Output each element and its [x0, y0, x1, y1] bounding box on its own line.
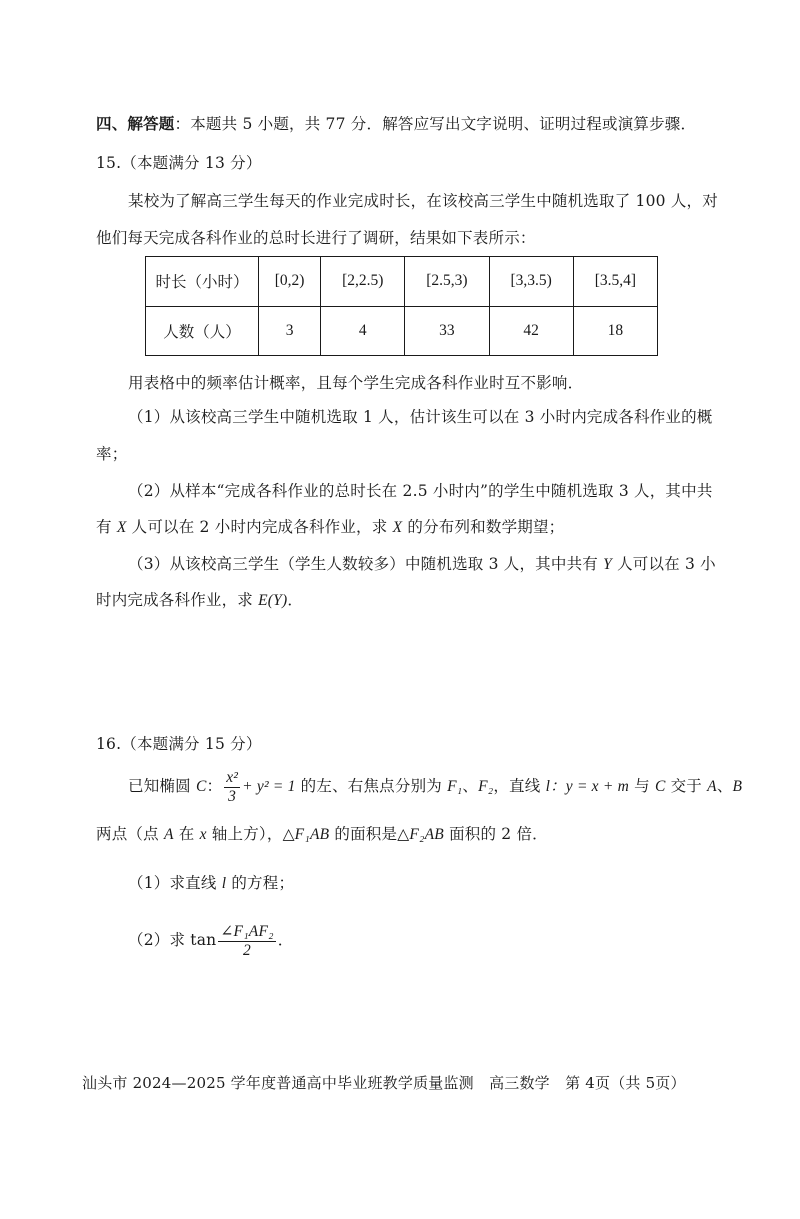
text-run: （3）从该校高三学生（学生人数较多）中随机选取 3 人，其中共有: [128, 555, 604, 573]
q15-data-table: [145, 256, 658, 356]
line-name: l: [545, 778, 551, 795]
q15-part1-line1: （1）从该校高三学生中随机选取 1 人，估计该生可以在 3 小时内完成各科作业的概: [128, 408, 713, 426]
axis-x: x: [199, 826, 207, 843]
variable-X: X: [392, 519, 403, 536]
q16-title: 16.（本题满分 15 分）: [96, 735, 262, 753]
table-header-duration: 时长（小时）: [146, 257, 259, 307]
text-run: 有: [96, 518, 117, 536]
text-run: 、: [462, 777, 479, 795]
line-name: l: [221, 875, 227, 892]
q16-part1: [128, 872, 294, 895]
table-cell-count: 42: [489, 306, 573, 356]
table-header-count: 人数（人）: [146, 306, 259, 356]
text-run: 在: [173, 825, 200, 843]
table-cell-interval: [3,3.5): [489, 257, 573, 307]
table-cell-count: 33: [405, 306, 489, 356]
text-run: 的方程；: [226, 874, 295, 892]
text-run: 两点（点: [96, 825, 164, 843]
text-run: 与: [628, 777, 655, 795]
expectation-EY: E(Y): [258, 592, 288, 609]
table-cell-interval: [2.5,3): [405, 257, 489, 307]
text-run: 轴上方），: [206, 825, 283, 843]
ellipse-name: C: [195, 778, 207, 795]
table-cell-interval: [0,2): [259, 257, 321, 307]
text-run: 的面积是: [329, 825, 398, 843]
table-cell-count: 18: [573, 306, 657, 356]
text-run: ．: [287, 591, 304, 609]
text-run: 的左、右焦点分别为: [295, 777, 448, 795]
q15-stem-line2: 他们每天完成各科作业的总时长进行了调研，结果如下表所示：: [96, 229, 536, 247]
point-A: A: [707, 778, 717, 795]
q15-part1-line2: 率；: [96, 445, 128, 463]
variable-Y: Y: [603, 556, 612, 573]
q15-title: 15.（本题满分 13 分）: [96, 154, 262, 172]
text-run: ．: [277, 931, 294, 949]
fraction-x2-over-3: [224, 769, 240, 806]
text-run: 已知椭圆: [128, 777, 196, 795]
section-heading-line: [96, 113, 696, 135]
variable-X: X: [116, 519, 127, 536]
equation-rest: + y² = 1: [242, 778, 296, 795]
fraction-denominator: 3: [228, 787, 237, 805]
text-run: （2）求 tan: [128, 931, 217, 949]
q15-part2-line2: [96, 516, 564, 539]
q15-note: 用表格中的频率估计概率，且每个学生完成各科作业时互不影响．: [128, 374, 584, 392]
fraction-angle-over-2: [218, 923, 275, 960]
q15-part2-line1: （2）从样本“完成各科作业的总时长在 2.5 小时内”的学生中随机选取 3 人，其中共: [128, 482, 713, 500]
q15-part3-line2: [96, 589, 303, 612]
text-run: 面积的 2 倍．: [443, 825, 548, 843]
text-run: ，直线: [493, 777, 546, 795]
q16-stem-line2: [96, 823, 548, 846]
point-A: A: [163, 826, 174, 843]
section-intro: ：本题共 5 小题，共 77 分．解答应写出文字说明、证明过程或演算步骤．: [174, 115, 697, 133]
table-cell-count: 4: [321, 306, 405, 356]
fraction-denominator: 2: [243, 941, 251, 959]
text-run: 、: [716, 777, 733, 795]
text-run: （1）求直线: [128, 874, 222, 892]
fraction-numerator: ∠F₁AF₂: [220, 922, 274, 940]
q15-stem-line1: 某校为了解高三学生每天的作业完成时长，在该校高三学生中随机选取了 100 人，对: [128, 192, 718, 210]
table-cell-count: 3: [259, 306, 321, 356]
ellipse-name: C: [654, 778, 666, 795]
q15-part3-line1: [128, 553, 716, 576]
triangle-F2AB: △F₂AB: [397, 826, 444, 843]
text-run: 交于: [665, 777, 708, 795]
section-heading: 四、解答题: [96, 114, 175, 133]
line-equation: ：y = x + m: [550, 778, 629, 795]
q16-stem-line1: [128, 766, 742, 807]
text-run: 时内完成各科作业，求: [96, 591, 259, 609]
fraction-numerator: x²: [226, 768, 239, 786]
table-row-duration: [146, 257, 658, 307]
text-run: ：: [206, 777, 223, 795]
table-cell-interval: [3.5,4]: [573, 257, 657, 307]
table-cell-interval: [2,2.5): [321, 257, 405, 307]
page-footer: 汕头市 2024—2025 学年度普通高中毕业班教学质量监测 高三数学 第 4页（共 5页）: [82, 1074, 686, 1092]
text-run: 的分布列和数学期望；: [402, 518, 565, 536]
q16-part2: [128, 918, 293, 962]
text-run: 人可以在 2 小时内完成各科作业，求: [126, 518, 393, 536]
point-B: B: [732, 778, 743, 795]
text-run: 人可以在 3 小: [611, 555, 716, 573]
focus-F1: F₁: [447, 778, 463, 795]
focus-F2: F₂: [478, 778, 494, 795]
triangle-F1AB: △F₁AB: [282, 826, 330, 843]
table-row-count: [146, 306, 658, 356]
